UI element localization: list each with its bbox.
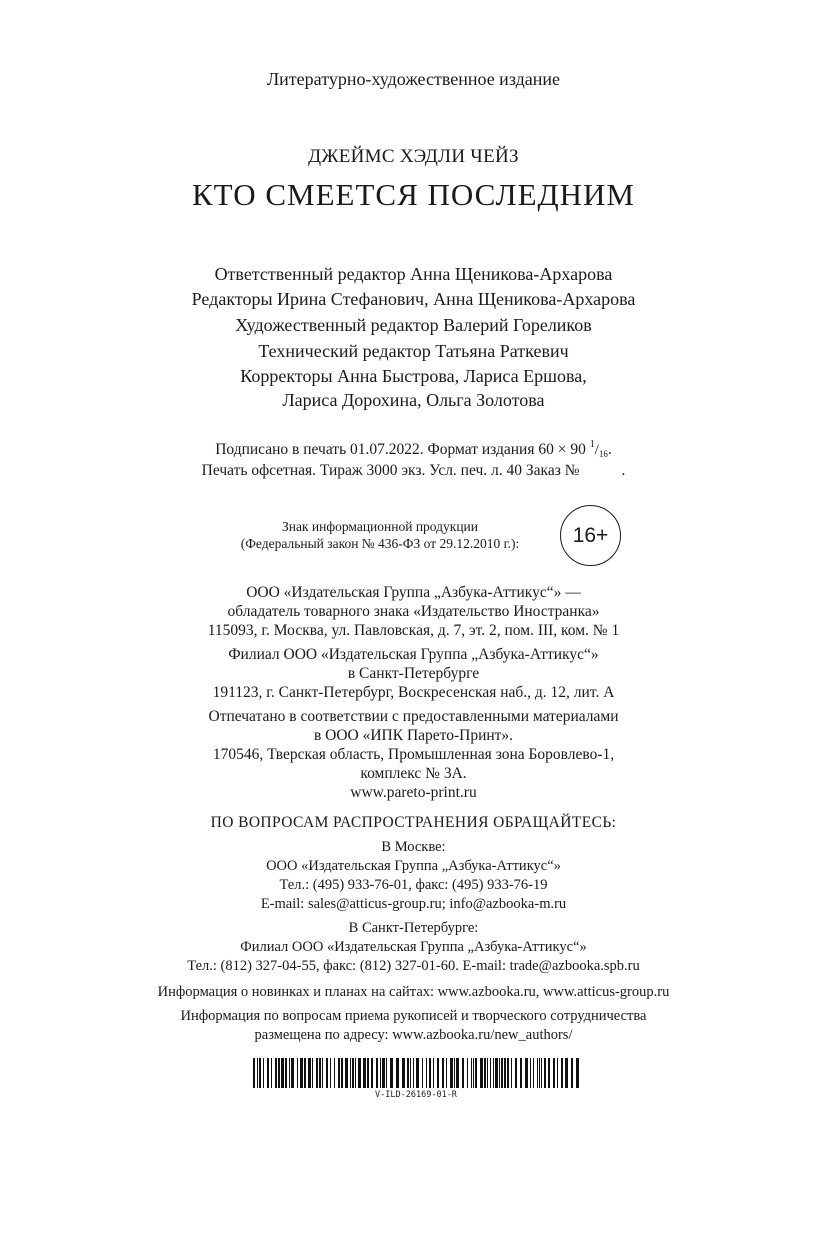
moscow-line: ООО «Издательская Группа „Азбука-Аттикус“» xyxy=(266,858,561,874)
barcode-bar xyxy=(416,1058,419,1088)
barcode-bar xyxy=(548,1058,550,1088)
format-numerator: 1 xyxy=(589,439,595,450)
barcode-bar xyxy=(350,1058,351,1088)
barcode-bar xyxy=(319,1058,321,1088)
barcode-bar xyxy=(473,1058,474,1088)
barcode-bar xyxy=(278,1058,280,1088)
barcode-bar xyxy=(437,1058,439,1088)
barcode-bar xyxy=(289,1058,290,1088)
staff-line: Художественный редактор Валерий Гореликов xyxy=(235,315,592,335)
format-end: . xyxy=(607,441,612,458)
barcode-bar xyxy=(304,1058,306,1088)
publisher-line: обладатель товарного знака «Издательство Иностранка» xyxy=(227,603,600,620)
barcode-bar xyxy=(363,1058,366,1088)
publisher-line: 115093, г. Москва, ул. Павловская, д. 7, эт. 2, пом. III, ком. № 1 xyxy=(207,622,620,639)
barcode-bar xyxy=(358,1058,361,1088)
barcode-bar xyxy=(426,1058,427,1088)
publisher-line: Филиал ООО «Издательская Группа „Азбука-Аттикус“» xyxy=(228,646,599,663)
barcode-bar xyxy=(515,1058,517,1088)
barcode-bar xyxy=(263,1058,264,1088)
moscow-line: В Москве: xyxy=(381,839,446,855)
barcode-bar xyxy=(520,1058,522,1088)
barcode-bar xyxy=(316,1058,318,1088)
barcode-bar xyxy=(402,1058,405,1088)
barcode-bar xyxy=(456,1058,459,1088)
staff-line: Корректоры Анна Быстрова, Лариса Ершова, xyxy=(240,366,587,386)
barcode-bar xyxy=(345,1058,348,1088)
format-slash: / xyxy=(594,442,599,458)
barcode-bar xyxy=(322,1058,323,1088)
barcode-bar xyxy=(539,1058,540,1088)
barcode-bar xyxy=(334,1058,335,1088)
barcode-bar xyxy=(285,1058,287,1088)
barcode-bar xyxy=(300,1058,303,1088)
barcode-bar xyxy=(541,1058,542,1088)
staff-line: Редакторы Ирина Стефанович, Анна Щеникова-Архарова xyxy=(191,289,636,309)
barcode-bar xyxy=(338,1058,340,1088)
barcode-bar xyxy=(326,1058,328,1088)
barcode-bar xyxy=(484,1058,486,1088)
barcode-bar xyxy=(576,1058,579,1088)
barcode-bar xyxy=(407,1058,409,1088)
barcode-bar xyxy=(487,1058,488,1088)
print-signed-text: Подписано в печать 01.07.2022. Формат издания 60 × 90 xyxy=(215,441,590,458)
publisher-line: Отпечатано в соответствии с предоставленными материалами xyxy=(208,708,619,725)
edition-type: Литературно-художественное издание xyxy=(266,69,561,89)
barcode-bar xyxy=(537,1058,538,1088)
barcode-bar xyxy=(561,1058,563,1088)
barcode-bar xyxy=(442,1058,444,1088)
barcode-bar xyxy=(553,1058,555,1088)
age-rating-badge: 16+ xyxy=(560,505,621,566)
print-run-line xyxy=(0,463,827,479)
publisher-website: www.pareto-print.ru xyxy=(350,784,477,801)
barcode-bar xyxy=(433,1058,434,1088)
barcode-bar xyxy=(533,1058,534,1088)
barcode-bar xyxy=(312,1058,313,1088)
barcode-bar xyxy=(371,1058,373,1088)
format-denominator: 16 xyxy=(598,449,608,459)
barcode-bar xyxy=(454,1058,455,1088)
barcode-bar xyxy=(490,1058,491,1088)
barcode-bar xyxy=(480,1058,483,1088)
barcode-bar xyxy=(308,1058,311,1088)
barcode xyxy=(251,1058,581,1088)
barcode-bar xyxy=(571,1058,573,1088)
barcode-bar xyxy=(450,1058,453,1088)
book-title: КТО СМЕЕТСЯ ПОСЛЕДНИМ xyxy=(192,177,635,212)
footer-line: Информация по вопросам приема рукописей и творческого сотрудничества xyxy=(180,1008,647,1024)
barcode-bar xyxy=(507,1058,509,1088)
info-sign-block xyxy=(210,519,550,553)
barcode-bar xyxy=(367,1058,369,1088)
barcode-bar xyxy=(495,1058,498,1088)
barcode-bar xyxy=(382,1058,385,1088)
distribution-heading: ПО ВОПРОСАМ РАСПРОСТРАНЕНИЯ ОБРАЩАЙТЕСЬ: xyxy=(210,814,617,831)
barcode-bar xyxy=(352,1058,354,1088)
barcode-bar xyxy=(493,1058,494,1088)
publisher-line: 170546, Тверская область, Промышленная зона Боровлево-1, xyxy=(212,746,615,763)
barcode-bar xyxy=(291,1058,294,1088)
publisher-line: комплекс № 3А. xyxy=(360,765,467,782)
barcode-bar xyxy=(525,1058,528,1088)
barcode-bar xyxy=(504,1058,506,1088)
footer-line: размещена по адресу: www.azbooka.ru/new_authors/ xyxy=(254,1027,573,1043)
spb-line: Филиал ООО «Издательская Группа „Азбука-Аттикус“» xyxy=(240,939,587,955)
barcode-bar xyxy=(557,1058,558,1088)
barcode-bar xyxy=(530,1058,531,1088)
barcode-bar xyxy=(297,1058,298,1088)
barcode-bar xyxy=(544,1058,546,1088)
print-run-text: Печать офсетная. Тираж 3000 экз. Усл. печ. л. 40 Заказ № xyxy=(201,462,580,479)
barcode-bar xyxy=(429,1058,431,1088)
barcode-bar xyxy=(386,1058,387,1088)
barcode-bar xyxy=(565,1058,568,1088)
barcode-bar xyxy=(267,1058,269,1088)
barcode-bar xyxy=(511,1058,512,1088)
barcode-caption: V-ILD-26169-01-R xyxy=(375,1090,457,1100)
barcode-bar xyxy=(475,1058,477,1088)
publisher-line: в ООО «ИПК Парето-Принт». xyxy=(313,727,514,744)
barcode-bar xyxy=(380,1058,381,1088)
barcode-bar xyxy=(355,1058,356,1088)
barcode-bar xyxy=(259,1058,261,1088)
staff-line: Лариса Дорохина, Ольга Золотова xyxy=(282,390,545,410)
spb-line: В Санкт-Петербурге: xyxy=(348,920,479,936)
barcode-bar xyxy=(376,1058,378,1088)
barcode-bar xyxy=(422,1058,423,1088)
barcode-bar xyxy=(471,1058,472,1088)
barcode-bar xyxy=(462,1058,464,1088)
staff-line: Ответственный редактор Анна Щеникова-Архарова xyxy=(214,264,613,284)
staff-line: Технический редактор Татьяна Раткевич xyxy=(258,341,569,361)
print-signed-line xyxy=(0,439,827,459)
barcode-bar xyxy=(390,1058,393,1088)
moscow-line: Тел.: (495) 933-76-01, факс: (495) 933-76-19 xyxy=(279,877,548,893)
moscow-line: E-mail: sales@atticus-group.ru; info@azbooka-m.ru xyxy=(260,896,567,912)
barcode-bar xyxy=(257,1058,258,1088)
barcode-bar xyxy=(271,1058,272,1088)
footer-line: Информация о новинках и планах на сайтах: www.azbooka.ru, www.atticus-group.ru xyxy=(157,984,670,1000)
barcode-bar xyxy=(330,1058,331,1088)
barcode-bar xyxy=(410,1058,411,1088)
barcode-bar xyxy=(253,1058,255,1088)
barcode-bar xyxy=(501,1058,503,1088)
publisher-line: 191123, г. Санкт-Петербург, Воскресенская наб., д. 12, лит. А xyxy=(212,684,615,701)
barcode-bar xyxy=(275,1058,277,1088)
info-sign-law: (Федеральный закон № 436-ФЗ от 29.12.2010 г.): xyxy=(240,535,520,551)
publisher-line: ООО «Издательская Группа „Азбука-Аттикус“» — xyxy=(246,584,581,601)
print-run-end: . xyxy=(621,462,626,479)
barcode-bar xyxy=(446,1058,447,1088)
barcode-bar xyxy=(413,1058,414,1088)
author-name: ДЖЕЙМС ХЭДЛИ ЧЕЙЗ xyxy=(308,146,519,167)
barcode-bar xyxy=(396,1058,399,1088)
barcode-bar xyxy=(281,1058,284,1088)
barcode-bar xyxy=(341,1058,343,1088)
barcode-bar xyxy=(467,1058,468,1088)
barcode-bar xyxy=(499,1058,500,1088)
info-sign-label: Знак информационной продукции xyxy=(281,519,479,534)
spb-line: Тел.: (812) 327-04-55, факс: (812) 327-01-60. E-mail: trade@azbooka.spb.ru xyxy=(187,958,640,974)
publisher-line: в Санкт-Петербурге xyxy=(347,665,480,682)
